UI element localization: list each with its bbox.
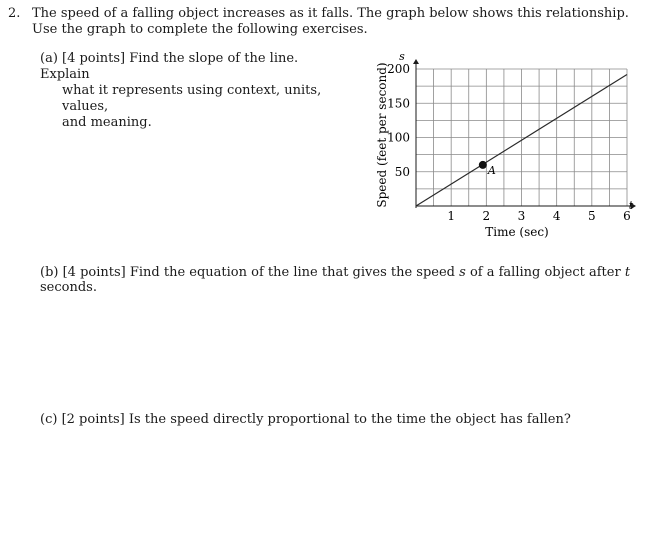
x-tick-label: 1 bbox=[447, 209, 455, 223]
part-c bbox=[40, 412, 640, 427]
y-axis-label: Speed (feet per second) bbox=[375, 62, 389, 208]
part-b-var-s: s bbox=[459, 265, 466, 280]
problem-number: 2. bbox=[8, 6, 21, 21]
part-a-line-2: what it represents using context, units, values, bbox=[62, 83, 322, 114]
point-a-marker bbox=[479, 161, 487, 169]
part-b-label: (b) bbox=[40, 265, 59, 280]
part-c-label: (c) bbox=[40, 412, 58, 427]
part-a-label: (a) bbox=[40, 51, 58, 66]
x-tick-label: 4 bbox=[552, 209, 561, 223]
x-tick-label: 6 bbox=[623, 209, 631, 223]
part-a-line-1: [4 points] Find the slope of the line. Explain bbox=[40, 51, 299, 82]
part-b bbox=[40, 265, 640, 295]
y-axis-arrow bbox=[413, 59, 419, 64]
x-axis-label: Time (sec) bbox=[485, 225, 549, 239]
graph-points bbox=[479, 161, 496, 177]
x-axis-variable: t bbox=[628, 199, 634, 212]
x-tick-label: 2 bbox=[482, 209, 491, 223]
part-b-text-1: [4 points] Find the equation of the line that gives the speed bbox=[62, 265, 455, 280]
y-tick-label: 50 bbox=[394, 164, 410, 179]
part-c-text: [2 points] Is the speed directly proportional to the time the object has fallen? bbox=[61, 412, 571, 427]
y-axis-variable: s bbox=[399, 50, 405, 63]
y-tick-label: 100 bbox=[387, 130, 410, 145]
problem-statement: The speed of a falling object increases as it falls. The graph below shows this relationship. Use the graph to complete the following exercises. bbox=[32, 6, 629, 37]
part-b-text-3: seconds. bbox=[40, 280, 97, 295]
part-b-var-t: t bbox=[624, 265, 631, 280]
part-b-text-2: of a falling object after bbox=[469, 265, 621, 280]
point-a-label: A bbox=[487, 163, 496, 177]
part-a-line-3: and meaning. bbox=[62, 115, 152, 130]
y-tick-label: 200 bbox=[387, 62, 410, 76]
graph-grid bbox=[416, 69, 627, 206]
x-tick-label: 5 bbox=[588, 209, 596, 223]
x-tick-label: 3 bbox=[517, 209, 526, 223]
y-tick-label: 150 bbox=[387, 96, 410, 111]
